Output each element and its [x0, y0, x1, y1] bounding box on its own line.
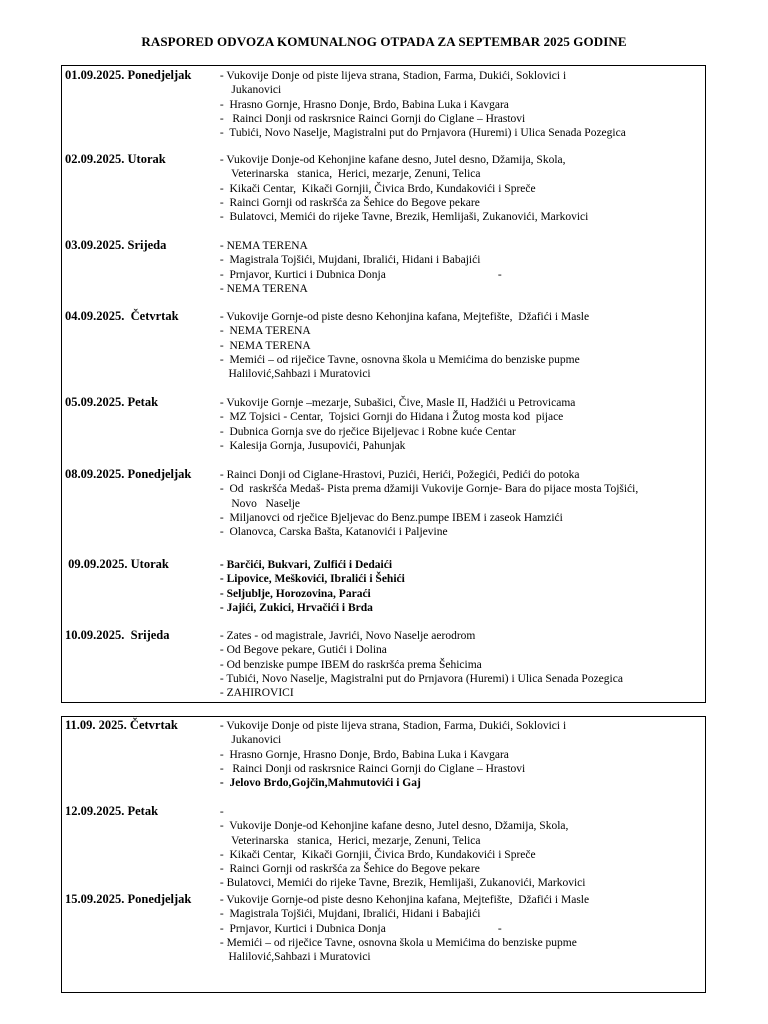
location-line: - NEMA TERENA	[217, 282, 308, 295]
location-line: Veterinarska stanica, Herici, mezarje, Zenuni, Telica	[217, 168, 481, 181]
entry-locations	[217, 893, 707, 964]
location-line: - Hrasno Gornje, Hrasno Donje, Brdo, Babina Luka i Kavgara	[217, 98, 509, 111]
location-line: - Rainci Donji od raskrsnice Rainci Gornji do Ciglane – Hrastovi	[217, 762, 526, 775]
location-line: - Memići – od riječice Tavne, osnovna škola u Memićima do benziske pupme	[217, 353, 580, 366]
location-line: - Hrasno Gornje, Hrasno Donje, Brdo, Babina Luka i Kavgara	[217, 748, 509, 761]
location-line: Jukanovici	[217, 734, 282, 747]
entry-locations	[217, 468, 707, 539]
page-title: RASPORED ODVOZA KOMUNALNOG OTPADA ZA SEPTEMBAR 2025 GODINE	[141, 34, 627, 49]
entry-locations	[217, 558, 707, 615]
location-line: - Vukovije Gornje –mezarje, Subašici, Čive, Masle II, Hadžići u Petrovicama	[217, 397, 576, 409]
location-line: Jukanovici	[217, 84, 282, 97]
entry-locations	[217, 629, 707, 700]
entry-date: 11.09. 2025. Četvrtak	[65, 718, 178, 732]
location-line: - Bulatovci, Memići do rijeke Tavne, Brezik, Hemlijaši, Zukanovići, Markovici	[217, 877, 586, 890]
location-line: - NEMA TERENA	[217, 325, 311, 338]
schedule-table-1	[61, 65, 706, 703]
location-line: -	[217, 806, 224, 818]
location-line: - Tubići, Novo Naselje, Magistralni put do Prnjavora (Huremi) i Ulica Senada Pozegica	[217, 672, 623, 685]
entry-locations	[217, 153, 707, 224]
location-line: - Kalesija Gornja, Jusupovići, Pahunjak	[217, 439, 406, 452]
location-line: - Vukovije Donje-od Kehonjine kafane desno, Jutel desno, Džamija, Skola,	[217, 154, 566, 166]
location-line: Halilović,Sahbazi i Muratovici	[217, 951, 371, 964]
location-line: - NEMA TERENA	[217, 240, 308, 252]
location-line: - Od Begove pekare, Gutići i Dolina	[217, 644, 387, 657]
location-line: - Zates - od magistrale, Javrići, Novo Naselje aerodrom	[217, 630, 476, 642]
entry-locations	[217, 396, 707, 453]
entry-locations	[217, 239, 707, 296]
entry-date: 05.09.2025. Petak	[65, 395, 159, 409]
location-line: - Od raskršća Medaš- Pista prema džamiji Vukovije Gornje- Bara do pijace mosta Tojšići,	[217, 483, 639, 496]
location-line: - Lipovice, Meškovići, Ibralići i Šehići	[217, 573, 405, 586]
entry-date: 15.09.2025. Ponedjeljak	[65, 892, 192, 906]
entry-locations	[217, 69, 707, 140]
location-line: - Vukovije Donje od piste lijeva strana, Stadion, Farma, Dukići, Soklovici i	[217, 70, 567, 82]
entry-date: 02.09.2025. Utorak	[65, 152, 166, 166]
location-line: - Memići – od riječice Tavne, osnovna škola u Memićima do benziske pupme	[217, 936, 577, 949]
location-line: - NEMA TERENA	[217, 339, 311, 352]
location-line: Halilović,Sahbazi i Muratovici	[217, 368, 371, 381]
schedule-table-2	[61, 716, 706, 993]
location-line: - Seljublje, Horozovina, Paraći	[217, 587, 371, 600]
location-line: - Dubnica Gornja sve do rječice Bijeljevac i Robne kuće Centar	[217, 425, 516, 438]
location-line: - Tubići, Novo Naselje, Magistralni put do Prnjavora (Huremi) i Ulica Senada Pozegica	[217, 127, 626, 140]
location-line: - Bulatovci, Memići do rijeke Tavne, Brezik, Hemlijaši, Zukanovići, Markovici	[217, 211, 589, 224]
location-line: - Vukovije Donje-od Kehonjine kafane desno, Jutel desno, Džamija, Skola,	[217, 820, 569, 833]
entry-locations	[217, 805, 707, 891]
entry-date: 01.09.2025. Ponedjeljak	[65, 68, 192, 82]
location-line: - Barčići, Bukvari, Zulfići i Dedaići	[217, 559, 393, 571]
location-line: - Rainci Gornji od raskršća za Šehice do Begove pekare	[217, 196, 480, 209]
entry-locations	[217, 310, 707, 381]
location-line: - Magistrala Tojšići, Mujdani, Ibralići, Hidani i Babajići	[217, 908, 481, 921]
location-line: - Rainci Donji od Ciglane-Hrastovi, Puzići, Herići, Požegići, Pedići do potoka	[217, 469, 580, 481]
entry-date: 10.09.2025. Srijeda	[65, 628, 170, 642]
location-line: - Rainci Donji od raskrsnice Rainci Gornji do Ciglane – Hrastovi	[217, 112, 526, 125]
entry-date: 09.09.2025. Utorak	[65, 557, 169, 571]
location-line: - Prnjavor, Kurtici i Dubnica Donja -	[217, 922, 502, 935]
location-line: Veterinarska stanica, Herici, mezarje, Zenuni, Telica	[217, 834, 481, 847]
location-line: Novo Naselje	[217, 497, 301, 510]
location-line: - Jelovo Brdo,Gojčin,Mahmutovići i Gaj	[217, 777, 421, 790]
entry-locations	[217, 719, 707, 790]
location-line: - Miljanovci od rječice Bjeljevac do Benz.pumpe IBEM i zaseok Hamzići	[217, 511, 563, 524]
location-line: - Rainci Gornji od raskršća za Šehice do Begove pekare	[217, 863, 480, 876]
location-line: - ZAHIROVICI	[217, 687, 294, 700]
location-line: - Prnjavor, Kurtici i Dubnica Donja -	[217, 268, 502, 281]
location-line: - MZ Tojsici - Centar, Tojsici Gornji do Hidana i Žutog mosta kod pijace	[217, 411, 564, 424]
entry-date: 04.09.2025. Četvrtak	[65, 309, 179, 323]
location-line: - Magistrala Tojšići, Mujdani, Ibralići, Hidani i Babajići	[217, 254, 481, 267]
entry-date: 08.09.2025. Ponedjeljak	[65, 467, 192, 481]
location-line: - Vukovije Gornje-od piste desno Kehonjina kafana, Mejtefište, Džafići i Masle	[217, 311, 590, 323]
location-line: - Vukovije Donje od piste lijeva strana, Stadion, Farma, Dukići, Soklovici i	[217, 720, 567, 732]
entry-date: 12.09.2025. Petak	[65, 804, 159, 818]
location-line: - Od benziske pumpe IBEM do raskršća prema Šehicima	[217, 658, 482, 671]
entry-date: 03.09.2025. Srijeda	[65, 238, 167, 252]
location-line: - Kikači Centar, Kikači Gornjii, Čivica Brdo, Kundakovići i Spreče	[217, 848, 536, 861]
location-line: - Jajići, Zukici, Hrvačići i Brda	[217, 601, 373, 614]
location-line: - Olanovca, Carska Bašta, Katanovići i Paljevine	[217, 526, 448, 539]
location-line: - Vukovije Gornje-od piste desno Kehonjina kafana, Mejtefište, Džafići i Masle	[217, 894, 590, 906]
location-line: - Kikači Centar, Kikači Gornjii, Čivica Brdo, Kundakovići i Spreče	[217, 182, 536, 195]
